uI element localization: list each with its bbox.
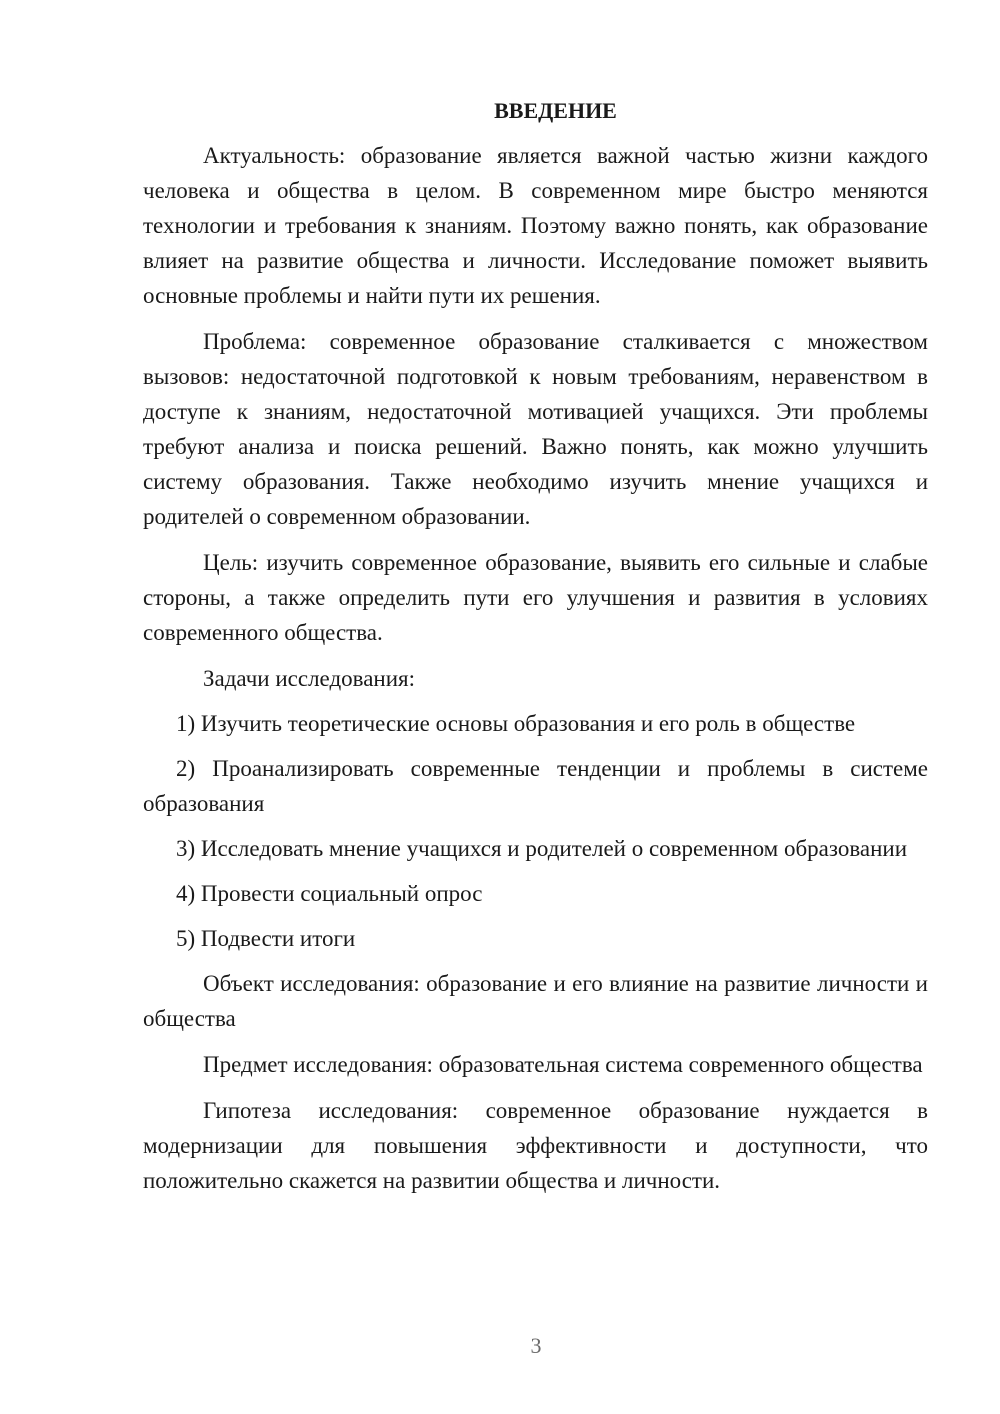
relevance-paragraph: Актуальность: образование является важной частью жизни каждого человека и общества в целом. В современном мире быстро меняются технологии и требования к знаниям. Поэтому важно понять, как образование влияет на развитие общества и личности. Исследование поможет выявить основные проблемы и найти пути их решения. bbox=[143, 143, 928, 308]
task-item: 3) Исследовать мнение учащихся и родителей о современном образовании bbox=[176, 836, 908, 861]
task-item: 1) Изучить теоретические основы образования и его роль в обществе bbox=[176, 711, 856, 736]
problem-paragraph: Проблема: современное образование сталкивается с множеством вызовов: недостаточной подготовкой к новым требованиям, неравенством в доступе к знаниям, недостаточной мотивацией учащихся. Эти проблемы требуют анализа и поиска решений. Важно понять, как можно улучшить систему образования. Также необходимо изучить мнение учащихся и родителей о современном образовании. bbox=[143, 329, 928, 529]
task-item: 5) Подвести итоги bbox=[176, 926, 356, 951]
task-item: 2) Проанализировать современные тенденции и проблемы в системе образования bbox=[143, 756, 928, 816]
goal-paragraph: Цель: изучить современное образование, выявить его сильные и слабые стороны, а также определить пути его улучшения и развития в условиях современного общества. bbox=[143, 550, 928, 645]
document-page bbox=[143, 96, 928, 1209]
subject-paragraph: Предмет исследования: образовательная система современного общества bbox=[203, 1052, 923, 1077]
hypothesis-paragraph: Гипотеза исследования: современное образование нуждается в модернизации для повышения эффективности и доступности, что положительно скажется на развитии общества и личности. bbox=[143, 1098, 928, 1193]
page-title: ВВЕДЕНИЕ bbox=[494, 98, 617, 123]
object-paragraph: Объект исследования: образование и его влияние на развитие личности и общества bbox=[143, 971, 928, 1031]
page-number: 3 bbox=[530, 1333, 542, 1358]
task-item: 4) Провести социальный опрос bbox=[176, 881, 483, 906]
tasks-heading: Задачи исследования: bbox=[203, 666, 416, 691]
